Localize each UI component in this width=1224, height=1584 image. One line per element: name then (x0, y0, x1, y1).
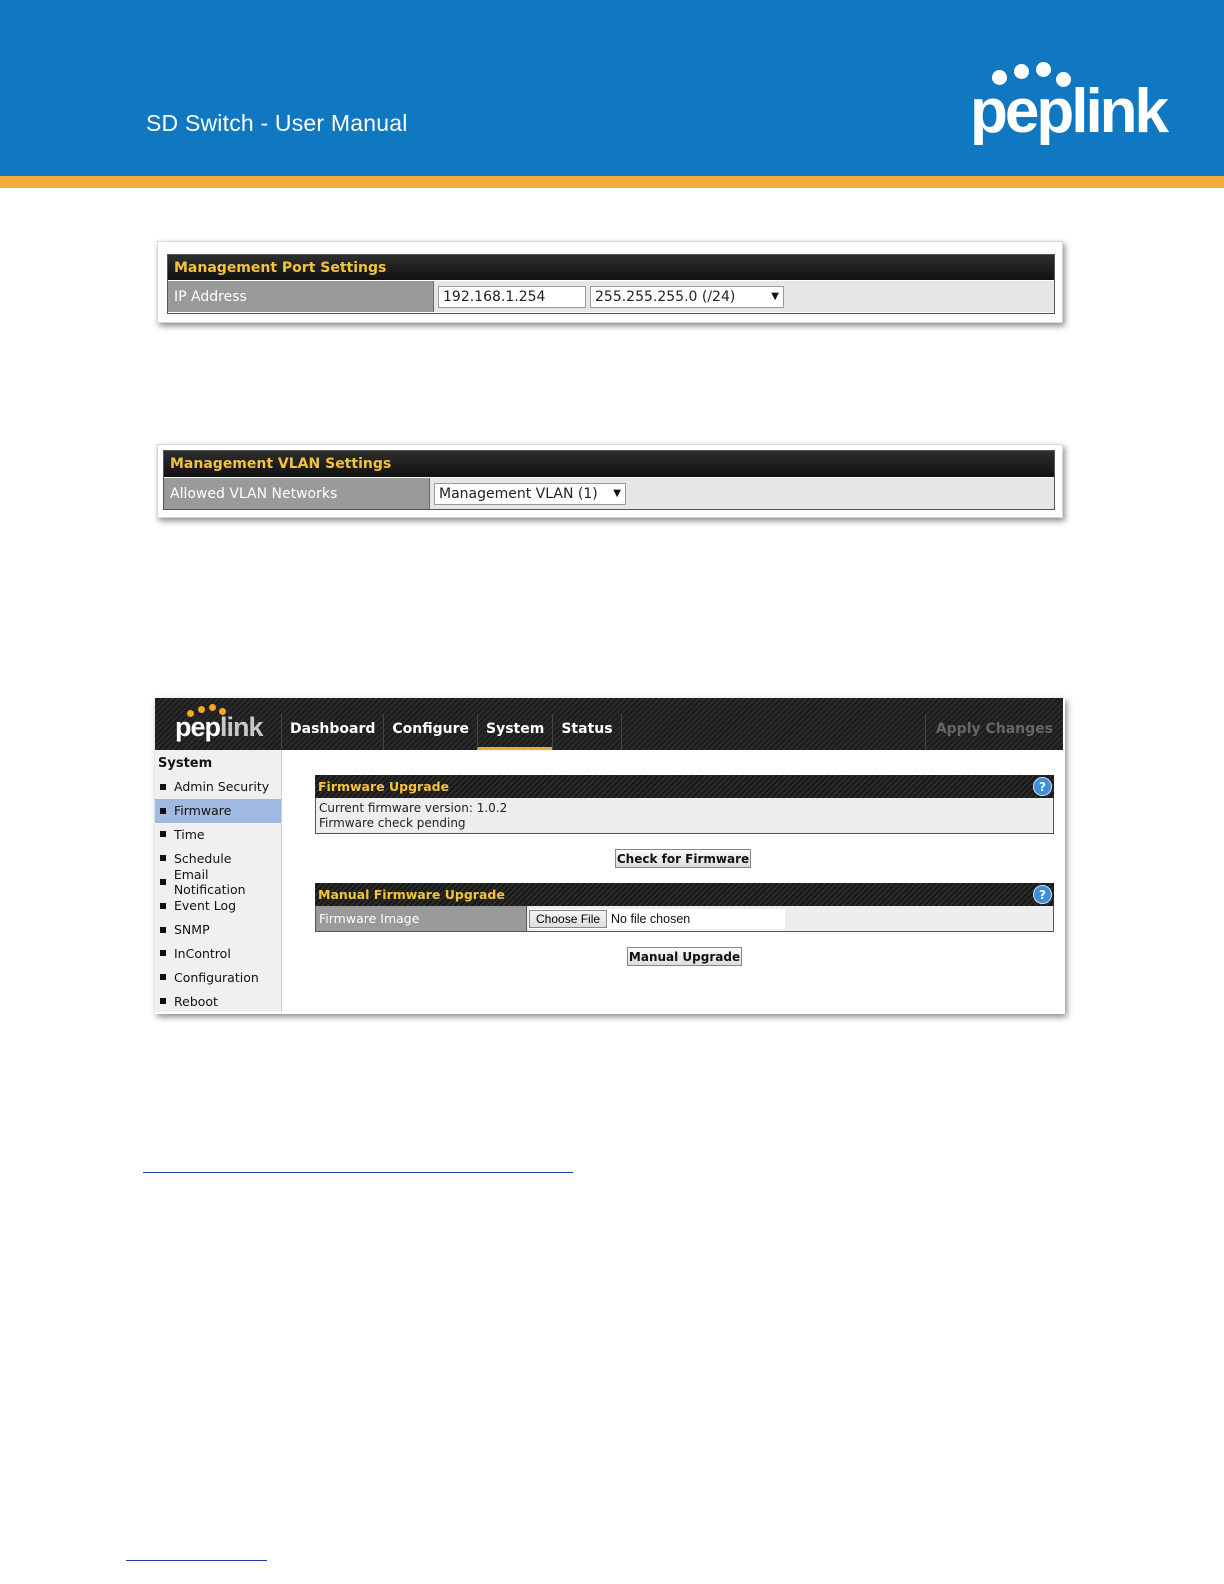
footnote-link-underline[interactable] (126, 1560, 267, 1561)
choose-file-button[interactable]: Choose File (529, 910, 607, 928)
help-icon[interactable]: ? (1033, 777, 1052, 796)
peplink-logo (970, 60, 1167, 160)
bullet-icon (160, 903, 166, 909)
header-stripe (0, 176, 1224, 188)
subnet-mask-select[interactable] (590, 286, 784, 308)
check-for-firmware-button[interactable]: Check for Firmware (615, 849, 751, 868)
nav-system[interactable]: System (477, 714, 552, 750)
manual-upgrade-button[interactable]: Manual Upgrade (627, 947, 742, 966)
management-vlan-screenshot (157, 444, 1063, 518)
firmware-image-label: Firmware Image (316, 906, 527, 931)
logo-wordmark: peplink (970, 77, 1167, 146)
bullet-icon (160, 808, 166, 814)
sidebar-item-reboot[interactable]: Reboot (155, 989, 281, 1013)
bullet-icon (160, 879, 166, 885)
management-port-heading: Management Port Settings (168, 255, 1054, 280)
no-file-chosen-text: No file chosen (611, 911, 691, 926)
sidebar-item-snmp[interactable]: SNMP (155, 918, 281, 942)
nav-status[interactable]: Status (552, 714, 621, 750)
sidebar-item-incontrol[interactable]: InControl (155, 942, 281, 966)
ip-address-row (168, 280, 1054, 312)
ui-logo-wordmark: peplink (175, 712, 263, 742)
file-input[interactable] (529, 909, 785, 929)
firmware-upgrade-body (315, 798, 1054, 834)
allowed-vlan-values (430, 478, 1054, 509)
dropdown-arrow-icon: ▼ (771, 291, 779, 302)
nav-configure[interactable]: Configure (383, 714, 477, 750)
bullet-icon (160, 855, 166, 861)
nav-dashboard[interactable]: Dashboard (281, 714, 383, 750)
document-title: SD Switch - User Manual (146, 110, 408, 136)
main-nav (281, 714, 622, 750)
top-navigation-bar (155, 698, 1063, 750)
sidebar-item-firmware[interactable]: Firmware (155, 799, 281, 823)
allowed-vlan-label: Allowed VLAN Networks (164, 478, 430, 509)
dropdown-arrow-icon: ▼ (613, 488, 621, 499)
firmware-image-field (527, 906, 785, 931)
ip-address-values (434, 281, 1054, 312)
management-vlan-heading: Management VLAN Settings (164, 451, 1054, 477)
sidebar-item-schedule[interactable]: Schedule (155, 846, 281, 870)
bullet-icon (160, 831, 166, 837)
sidebar (155, 750, 282, 1012)
management-vlan-table (163, 450, 1055, 510)
header-banner (0, 0, 1224, 176)
allowed-vlan-value: Management VLAN (1) (439, 485, 598, 502)
sidebar-item-email-notification[interactable]: Email Notification (155, 870, 281, 894)
management-port-screenshot (157, 241, 1063, 323)
management-port-table (167, 254, 1055, 314)
allowed-vlan-select[interactable] (434, 483, 626, 505)
allowed-vlan-row (164, 477, 1054, 509)
manual-firmware-upgrade-heading: Manual Firmware Upgrade ? (315, 883, 1054, 906)
firmware-check-status: Firmware check pending (319, 816, 466, 830)
ip-address-label: IP Address (168, 281, 434, 312)
sidebar-item-admin-security[interactable]: Admin Security (155, 775, 281, 799)
bullet-icon (160, 950, 166, 956)
sidebar-item-configuration[interactable]: Configuration (155, 965, 281, 989)
firmware-ui-screenshot (155, 698, 1065, 1014)
sidebar-item-event-log[interactable]: Event Log (155, 894, 281, 918)
bullet-icon (160, 974, 166, 980)
bullet-icon (160, 927, 166, 933)
logo-dot-icon (209, 704, 216, 711)
logo-dot-icon (1036, 62, 1051, 77)
firmware-upgrade-heading: Firmware Upgrade ? (315, 775, 1054, 798)
apply-changes-button[interactable]: Apply Changes (925, 714, 1063, 750)
help-icon[interactable]: ? (1033, 885, 1052, 904)
manual-firmware-upgrade-body (315, 906, 1054, 932)
subnet-mask-value: 255.255.255.0 (/24) (595, 288, 736, 305)
bullet-icon (160, 998, 166, 1004)
current-firmware-version: Current firmware version: 1.0.2 (319, 801, 508, 815)
bullet-icon (160, 784, 166, 790)
ui-peplink-logo[interactable] (155, 698, 281, 750)
sidebar-item-time[interactable]: Time (155, 823, 281, 847)
hyperlink-underline[interactable] (143, 1172, 573, 1173)
ip-address-input[interactable]: 192.168.1.254 (438, 286, 586, 308)
sidebar-title: System (158, 756, 213, 771)
